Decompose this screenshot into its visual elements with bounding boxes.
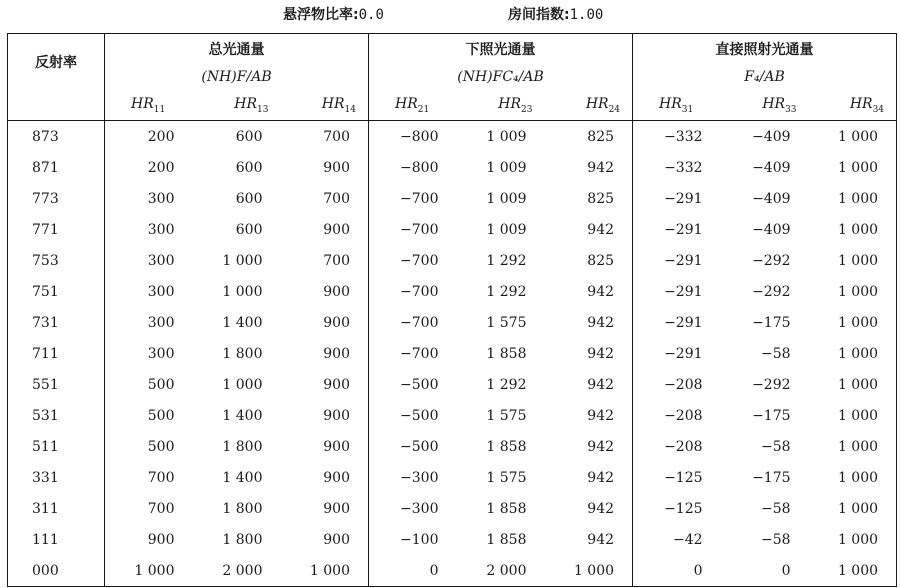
col-header: $HR_{23}$ (457, 90, 545, 121)
suspension-ratio-value: 0.0 (358, 7, 384, 23)
reflectance-cell: 711 (32, 345, 59, 362)
value-cell: 500 (105, 400, 193, 431)
value-cell: 1 000 (837, 283, 879, 300)
value-cell: 2 000 (486, 562, 527, 579)
value-cell: 1 009 (486, 159, 527, 176)
value-cell: 1 000 (837, 221, 879, 238)
value-cell: −800 (369, 121, 457, 153)
value-cell: 700 (323, 128, 350, 145)
value-cell: 942 (587, 407, 615, 424)
value-cell: 700 (323, 190, 350, 207)
value-cell: 942 (587, 500, 615, 517)
value-cell: 1 000 (573, 562, 615, 579)
value-cell: 0 (633, 555, 721, 587)
reflectance-cell: 871 (32, 159, 59, 176)
value-cell: 1 000 (837, 407, 879, 424)
reflectance-cell: 111 (32, 531, 59, 548)
value-cell: 500 (105, 431, 193, 462)
value-cell: −291 (633, 338, 721, 369)
value-cell: 1 800 (222, 500, 263, 517)
value-cell: −208 (633, 369, 721, 400)
value-cell: 1 858 (486, 531, 527, 548)
value-cell: 600 (235, 190, 263, 207)
col-header: $HR_{31}$ (633, 90, 721, 121)
value-cell: −500 (369, 400, 457, 431)
value-cell: 600 (235, 221, 263, 238)
value-cell: −409 (752, 190, 791, 207)
table-row (8, 369, 897, 400)
table-row (8, 276, 897, 307)
value-cell: 500 (105, 369, 193, 400)
reflectance-cell: 000 (32, 562, 59, 579)
value-cell: 1 575 (486, 469, 527, 486)
col-header: $HR_{21}$ (369, 90, 457, 121)
col-header: $HR_{13}$ (193, 90, 281, 121)
value-cell: −700 (369, 214, 457, 245)
value-cell: 300 (105, 276, 193, 307)
value-cell: 300 (105, 245, 193, 276)
value-cell: 900 (323, 376, 350, 393)
value-cell: 700 (105, 462, 193, 493)
value-cell: 1 000 (837, 531, 879, 548)
value-cell: −700 (369, 183, 457, 214)
value-cell: 900 (323, 283, 350, 300)
value-cell: 0 (369, 555, 457, 587)
reflectance-cell: 771 (32, 221, 59, 238)
reflectance-cell: 531 (32, 407, 59, 424)
value-cell: 1 575 (486, 314, 527, 331)
value-cell: 700 (323, 252, 350, 269)
value-cell: −175 (752, 314, 791, 331)
value-cell: 942 (587, 221, 615, 238)
value-cell: −125 (633, 493, 721, 524)
value-cell: 1 000 (837, 562, 879, 579)
value-cell: −700 (369, 276, 457, 307)
value-cell: 1 292 (486, 252, 527, 269)
value-cell: 1 000 (309, 562, 350, 579)
value-cell: 1 858 (486, 345, 527, 362)
value-cell: 900 (323, 531, 350, 548)
value-cell: 1 000 (837, 314, 879, 331)
reflectance-cell: 331 (32, 469, 59, 486)
group-formula-downward-flux: (NH)FC₄/AB (369, 63, 633, 90)
value-cell: 900 (323, 159, 350, 176)
table-header (8, 34, 897, 121)
table-row (8, 524, 897, 555)
reflectance-cell: 873 (32, 128, 59, 145)
reflectance-cell: 311 (32, 500, 59, 517)
value-cell: 1 800 (222, 531, 263, 548)
group-title-downward-flux: 下照光通量 (369, 34, 633, 64)
table-row (8, 400, 897, 431)
value-cell: −291 (633, 245, 721, 276)
value-cell: 1 400 (222, 469, 263, 486)
reflectance-cell: 753 (32, 252, 59, 269)
value-cell: 600 (235, 159, 263, 176)
value-cell: 900 (105, 524, 193, 555)
value-cell: 0 (781, 562, 791, 579)
value-cell: 300 (105, 307, 193, 338)
group-formula-direct-flux: F₄/AB (633, 63, 897, 90)
value-cell: 942 (587, 283, 615, 300)
value-cell: 942 (587, 345, 615, 362)
table-row (8, 493, 897, 524)
suspension-ratio-label: 悬浮物比率: (283, 7, 359, 23)
value-cell: −125 (633, 462, 721, 493)
value-cell: 825 (587, 190, 615, 207)
value-cell: 942 (587, 314, 615, 331)
value-cell: 942 (587, 159, 615, 176)
value-cell: 1 000 (105, 555, 193, 587)
group-formula-total-flux: (NH)F/AB (105, 63, 369, 90)
value-cell: −58 (760, 500, 791, 517)
value-cell: −291 (633, 183, 721, 214)
value-cell: 1 800 (222, 345, 263, 362)
value-cell: 825 (587, 128, 615, 145)
group-title-direct-flux: 直接照射光通量 (633, 34, 897, 64)
table-row (8, 307, 897, 338)
reflectance-cell: 511 (32, 438, 59, 455)
value-cell: 2 000 (222, 562, 263, 579)
value-cell: 942 (587, 376, 615, 393)
col-header: $HR_{14}$ (281, 90, 369, 121)
reflectance-subheader-blank (8, 90, 105, 121)
value-cell: 200 (105, 152, 193, 183)
value-cell: 700 (105, 493, 193, 524)
value-cell: 1 000 (837, 252, 879, 269)
value-cell: −100 (369, 524, 457, 555)
group-title-total-flux: 总光通量 (105, 34, 369, 64)
value-cell: −292 (752, 376, 791, 393)
value-cell: −500 (369, 431, 457, 462)
value-cell: 1 858 (486, 438, 527, 455)
value-cell: 1 009 (486, 128, 527, 145)
value-cell: −700 (369, 307, 457, 338)
value-cell: 1 000 (837, 469, 879, 486)
reflectance-cell: 751 (32, 283, 59, 300)
table-row (8, 431, 897, 462)
col-header: $HR_{24}$ (545, 90, 633, 121)
value-cell: 1 000 (837, 128, 879, 145)
value-cell: −500 (369, 369, 457, 400)
value-cell: −58 (760, 531, 791, 548)
table-row (8, 245, 897, 276)
value-cell: −800 (369, 152, 457, 183)
value-cell: −700 (369, 338, 457, 369)
value-cell: −291 (633, 214, 721, 245)
reflectance-cell: 773 (32, 190, 59, 207)
value-cell: 1 858 (486, 500, 527, 517)
value-cell: 1 292 (486, 283, 527, 300)
value-cell: 900 (323, 407, 350, 424)
value-cell: −58 (760, 438, 791, 455)
value-cell: 1 575 (486, 407, 527, 424)
value-cell: −291 (633, 276, 721, 307)
reflectance-cell: 731 (32, 314, 59, 331)
value-cell: 900 (323, 469, 350, 486)
room-index (508, 2, 603, 28)
value-cell: −409 (752, 128, 791, 145)
table-caption (0, 2, 900, 28)
value-cell: 1 000 (837, 345, 879, 362)
value-cell: 1 000 (222, 283, 263, 300)
table-row (8, 152, 897, 183)
value-cell: 1 000 (837, 159, 879, 176)
value-cell: 300 (105, 214, 193, 245)
value-cell: −58 (760, 345, 791, 362)
value-cell: 1 000 (837, 376, 879, 393)
value-cell: 600 (235, 128, 263, 145)
col-header: $HR_{11}$ (105, 90, 193, 121)
flux-table (7, 33, 897, 587)
value-cell: 1 009 (486, 221, 527, 238)
value-cell: 825 (587, 252, 615, 269)
value-cell: −291 (633, 307, 721, 338)
col-header: $HR_{34}$ (809, 90, 897, 121)
room-index-label: 房间指数: (508, 7, 570, 23)
col-header: $HR_{33}$ (721, 90, 809, 121)
value-cell: −175 (752, 469, 791, 486)
value-cell: −700 (369, 245, 457, 276)
table-row (8, 214, 897, 245)
value-cell: −409 (752, 221, 791, 238)
value-cell: −292 (752, 283, 791, 300)
value-cell: 200 (105, 121, 193, 153)
value-cell: 942 (587, 469, 615, 486)
value-cell: 300 (105, 183, 193, 214)
table-row (8, 338, 897, 369)
value-cell: 900 (323, 221, 350, 238)
value-cell: 942 (587, 531, 615, 548)
value-cell: 1 000 (222, 252, 263, 269)
value-cell: −332 (633, 152, 721, 183)
value-cell: 1 000 (837, 190, 879, 207)
value-cell: −208 (633, 431, 721, 462)
suspension-ratio (283, 2, 384, 28)
reflectance-cell: 551 (32, 376, 59, 393)
value-cell: −409 (752, 159, 791, 176)
value-cell: 1 800 (222, 438, 263, 455)
subheader-row (8, 90, 897, 121)
value-cell: −300 (369, 493, 457, 524)
room-index-value: 1.00 (569, 7, 604, 23)
value-cell: 1 000 (837, 438, 879, 455)
value-cell: 900 (323, 500, 350, 517)
value-cell: 942 (587, 438, 615, 455)
value-cell: −175 (752, 407, 791, 424)
value-cell: 1 000 (222, 376, 263, 393)
table-row (8, 121, 897, 153)
table-body (8, 121, 897, 587)
value-cell: 900 (323, 314, 350, 331)
value-cell: 300 (105, 338, 193, 369)
table-row (8, 183, 897, 214)
value-cell: 1 000 (837, 500, 879, 517)
reflectance-header: 反射率 (35, 55, 77, 71)
value-cell: −300 (369, 462, 457, 493)
value-cell: 1 400 (222, 314, 263, 331)
value-cell: 900 (323, 345, 350, 362)
value-cell: 1 400 (222, 407, 263, 424)
table-row (8, 462, 897, 493)
value-cell: 900 (323, 438, 350, 455)
table-row (8, 555, 897, 587)
value-cell: 1 292 (486, 376, 527, 393)
value-cell: −292 (752, 252, 791, 269)
value-cell: 1 009 (486, 190, 527, 207)
value-cell: −42 (633, 524, 721, 555)
value-cell: −208 (633, 400, 721, 431)
value-cell: −332 (633, 121, 721, 153)
